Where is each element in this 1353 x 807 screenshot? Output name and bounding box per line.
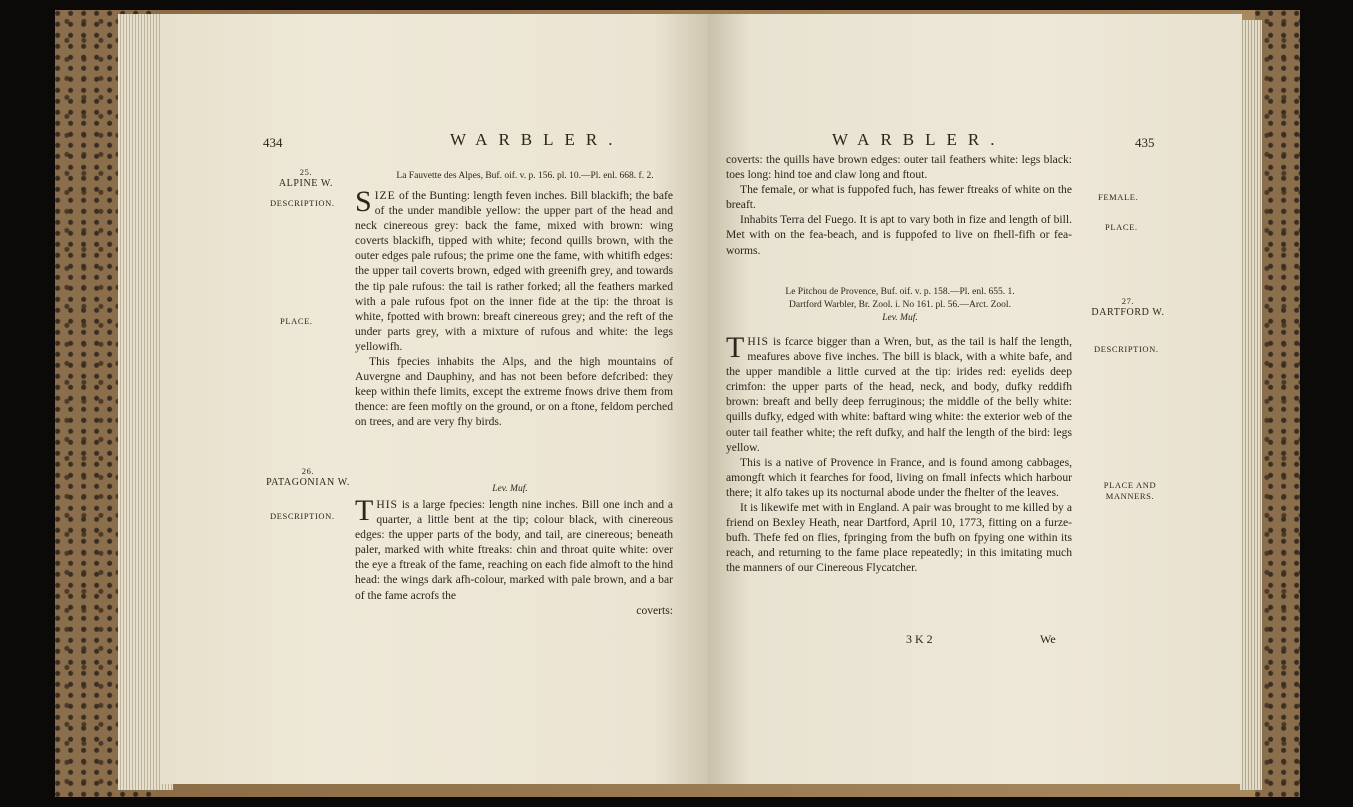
species-26-reference: Lev. Muf. bbox=[492, 484, 528, 494]
place-margin: PLACE. bbox=[1105, 222, 1138, 232]
species-27-place-1: This is a native of Provence in France, and is found among cabbages, amongft which it fearches for food, living on fmall infects which harbour there; it alfo takes up its nocturnal abode under the fhelter of the leaves. bbox=[726, 455, 1072, 499]
right-running-head: WARBLER. bbox=[832, 130, 1006, 149]
right-page-number: 435 bbox=[1135, 135, 1155, 150]
species-26-number: 26. bbox=[301, 466, 315, 476]
species-27-description: is fcarce bigger than a Wren, but, as the tail is half the length, meafures above five inches. The bill is black, with a white bafe, and the upper mandible a little curved at the tip: irides red: eyelids deep crimfon: the upper parts of the head, neck, and body, dufky reddifh brown: breaft and belly deep ferruginous; the middle of the belly white: quills dufky, edged with white: baftard wing white: the exterior web of the outer tail feather white; the reft dufky, and half the length of the bird: legs yellow. bbox=[726, 335, 1072, 454]
species-25-number: 25. bbox=[299, 167, 313, 177]
species-26-label bbox=[258, 466, 358, 488]
species-26-female: The female, or what is fuppofed fuch, has fewer ftreaks of white on the breaft. bbox=[726, 183, 1072, 212]
species-25-description-margin: DESCRIPTION. bbox=[270, 198, 335, 208]
species-25-reference: La Fauvette des Alpes, Buf. oif. v. p. 156. pl. 10.—Pl. enl. 668. f. 2. bbox=[396, 171, 654, 181]
right-page-edges bbox=[1240, 20, 1262, 790]
species-26-continuation: coverts: the quills have brown edges: outer tail feathers white: legs black: toes long: hind toe and claw long and ftout. bbox=[726, 153, 1072, 182]
species-27-reference bbox=[740, 286, 1060, 325]
species-26-lead: HIS bbox=[376, 498, 399, 511]
species-27-place-2: It is likewife met with in England. A pair was brought to me killed by a friend on Bexley Heath, near Dartford, April 10, 1773, fitting on a furze-bufh. Thefe fed on flies, fpringing from the bufh on fpying one within its reach, and returning to the fame place repeatedly; in this imitating much the manners of our Cinereous Flycatcher. bbox=[726, 501, 1072, 575]
species-27-ref-1: Le Pitchou de Provence, Buf. oif. v. p. 158.—Pl. enl. 655. 1. bbox=[785, 287, 1015, 297]
species-26-name: PATAGONIAN W. bbox=[266, 477, 350, 488]
species-25-lead: IZE bbox=[374, 189, 396, 202]
species-27-number: 27. bbox=[1121, 296, 1135, 306]
species-27-place-margin: PLACE AND MANNERS. bbox=[1103, 480, 1157, 501]
species-25-text bbox=[355, 185, 673, 430]
species-25-label bbox=[266, 167, 346, 189]
species-27-description-margin: DESCRIPTION. bbox=[1094, 344, 1159, 354]
left-page-number: 434 bbox=[263, 135, 283, 150]
species-27-name: DARTFORD W. bbox=[1091, 307, 1165, 318]
species-27-drop-cap: T bbox=[726, 331, 745, 364]
right-continuation-text bbox=[726, 152, 1072, 258]
species-27-ref-3: Lev. Muf. bbox=[882, 313, 918, 323]
species-25-description: of the Bunting: length feven inches. Bill blackifh; the bafe of the under mandible yellow: the upper part of the head and neck cinereous grey: back the fame, mixed with brown: wing coverts blackifh, tipped with white; fecond quills brown, with the outer edges pale rufous; the prime one the fame, with whitifh edges: the upper tail coverts brown, edged with greenifh grey, and towards the tip pale rufous: the tail is rather forked; all the feathers marked with a pale rufous fpot on the inner fide at the tip: the throat is white, fpotted with brown: breaft cinereous grey; and the reft of the under parts grey, with a mixture of rufous and white: the legs yellowifh. bbox=[355, 189, 673, 353]
left-catchword: coverts: bbox=[636, 603, 673, 617]
species-26-place: Inhabits Terra del Fuego. It is apt to vary both in fize and length of bill. Met with on the fea-beach, and is fuppofed to live on fhell-fifh or fea-worms. bbox=[726, 213, 1072, 257]
species-25-place-margin: PLACE. bbox=[280, 316, 313, 326]
species-25-drop-cap: S bbox=[355, 185, 372, 218]
species-26-description: is a large fpecies: length nine inches. Bill one inch and a quarter, a little bent at the tip; colour black, with cinereous edges: the upper parts of the body, and tail, are cinereous; beneath paler, marked with white ftreaks: chin and throat quite white: over the eye a ftreak of the fame, reaching on each fide almoft to the hind head: the wings dark afh-colour, marked with pale brown, and a bar of the fame acrofs the bbox=[355, 498, 673, 602]
signature-mark: 3 K 2 bbox=[906, 632, 933, 646]
species-26-drop-cap: T bbox=[355, 494, 374, 527]
species-25-place: This fpecies inhabits the Alps, and the high mountains of Auvergne and Dauphiny, and has not been before defcribed: they keep within thefe limits, except the extreme fnows drive them from thence: are feen moftly on the ground, or on a ftone, feldom perched on trees, and are very fhy birds. bbox=[355, 355, 673, 429]
species-27-ref-2: Dartford Warbler, Br. Zool. i. No 161. pl. 56.—Arct. Zool. bbox=[789, 300, 1011, 310]
left-running-head: WARBLER. bbox=[450, 130, 624, 149]
species-27-lead: HIS bbox=[747, 335, 770, 348]
right-catchword: We bbox=[1040, 632, 1056, 646]
species-26-description-margin: DESCRIPTION. bbox=[270, 511, 335, 521]
species-27-text bbox=[726, 331, 1072, 576]
species-26-text bbox=[355, 494, 673, 618]
female-margin: FEMALE. bbox=[1098, 192, 1139, 202]
species-25-name: ALPINE W. bbox=[278, 178, 334, 189]
species-27-label bbox=[1083, 296, 1173, 318]
